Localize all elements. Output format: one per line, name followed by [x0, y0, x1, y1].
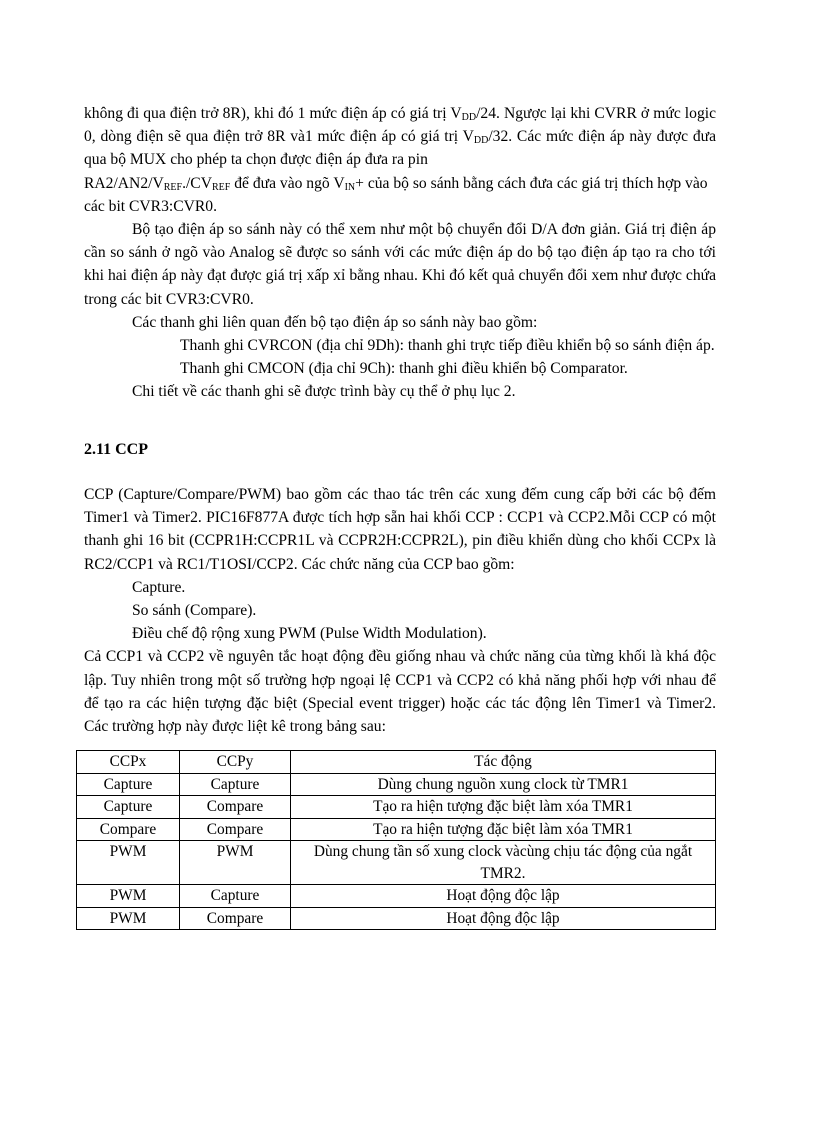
- table-cell: Dùng chung nguồn xung clock từ TMR1: [291, 773, 716, 796]
- table-cell: PWM: [77, 841, 180, 885]
- paragraph-registers-intro: Các thanh ghi liên quan đến bộ tạo điện áp so sánh này bao gồm:: [132, 313, 538, 331]
- table-cell: Hoạt động độc lập: [291, 907, 716, 930]
- table-cell: Hoạt động độc lập: [291, 885, 716, 908]
- body-text-top: [84, 102, 716, 404]
- body-text-ccp: [84, 483, 716, 738]
- table-row: [77, 773, 716, 796]
- table-cell: Capture: [180, 885, 291, 908]
- table-cell: Compare: [180, 907, 291, 930]
- table-cell: Tạo ra hiện tượng đặc biệt làm xóa TMR1: [291, 818, 716, 841]
- paragraph-ccp-intro: CCP (Capture/Compare/PWM) bao gồm các thao tác trên các xung đếm cung cấp bởi các bộ đếm Timer1 và Timer2. PIC16F877A được tích hợp sẵn hai khối CCP : CCP1 và CCP2.Mỗi CCP có một thanh ghi 16 bit (CCPR1H:CCPR1L và CCPR2H:CCPR2L), pin điều khiển dùng cho khối CCPx là RC2/CCP1 và RC1/T1OSI/CCP2. Các chức năng của CCP bao gồm:: [84, 486, 716, 573]
- function-item: Capture.: [132, 578, 186, 596]
- column-header: CCPx: [77, 751, 180, 774]
- table-cell: Compare: [180, 818, 291, 841]
- column-header: Tác động: [291, 751, 716, 774]
- table-row: [77, 907, 716, 930]
- table-row: [77, 885, 716, 908]
- register-cmcon: Thanh ghi CMCON (địa chỉ 9Ch): thanh ghi điều khiển bộ Comparator.: [180, 360, 628, 378]
- column-header: CCPy: [180, 751, 291, 774]
- table-row: [77, 796, 716, 819]
- table-cell: PWM: [180, 841, 291, 885]
- register-cvrcon: Thanh ghi CVRCON (địa chỉ 9Dh): thanh ghi trực tiếp điều khiển bộ so sánh điện áp.: [180, 337, 715, 355]
- table-cell: Compare: [180, 796, 291, 819]
- table-cell: Capture: [180, 773, 291, 796]
- table-row: [77, 841, 716, 885]
- table-cell: PWM: [77, 907, 180, 930]
- function-item: So sánh (Compare).: [132, 602, 257, 620]
- ccp-interaction-table: [76, 750, 716, 930]
- function-item: Điều chế độ rộng xung PWM (Pulse Width Modulation).: [132, 625, 487, 643]
- table-cell: Dùng chung tần số xung clock vàcùng chịu tác động của ngắt TMR2.: [291, 841, 716, 885]
- table-cell: PWM: [77, 885, 180, 908]
- table-cell: Compare: [77, 818, 180, 841]
- table-cell: Tạo ra hiện tượng đặc biệt làm xóa TMR1: [291, 796, 716, 819]
- table-header-row: [77, 751, 716, 774]
- paragraph-cvref-pin: $RA2/AN2/V_{REF}./CV_{REF}$ để đưa vào ngõ $V_{IN}+$ của bộ so sánh bằng cách đưa các giá trị thích hợp vào các bit CVR3:CVR0.: [84, 174, 708, 215]
- table-cell: Capture: [77, 773, 180, 796]
- paragraph-appendix-ref: Chi tiết về các thanh ghi sẽ được trình bày cụ thể ở phụ lục 2.: [132, 383, 516, 401]
- paragraph-da-converter: Bộ tạo điện áp so sánh này có thể xem như một bộ chuyển đổi D/A đơn giản. Giá trị điện áp cần so sánh ở ngõ vào Analog sẽ được so sánh với các mức điện áp do bộ tạo điện áp tạo ra cho tới khi hai điện áp này đạt được giá trị xấp xỉ bằng nhau. Khi đó kết quả chuyển đổi xem như được chứa trong các bit CVR3:CVR0.: [84, 221, 716, 308]
- paragraph-cvrr-levels: không đi qua điện trở 8R), khi đó 1 mức điện áp có giá trị $V_{DD}/24$. Ngược lại khi CVRR ở mức logic 0, dòng điện sẽ qua điện trở 8R và1 mức điện áp có giá trị $V_{DD}/32$. Các mức điện áp này được đưa qua bộ MUX cho phép ta chọn được điện áp đưa ra pin: [84, 105, 716, 169]
- section-heading: 2.11 CCP: [84, 441, 148, 458]
- table-cell: Capture: [77, 796, 180, 819]
- table-row: [77, 818, 716, 841]
- paragraph-ccp-interaction: Cả CCP1 và CCP2 về nguyên tắc hoạt động đều giống nhau và chức năng của từng khối là khá độc lập. Tuy nhiên trong một số trường hợp ngoại lệ CCP1 và CCP2 có khả năng phối hợp với nhau để để tạo ra các hiện tượng đặc biệt (Special event trigger) hoặc các tác động lên Timer1 và Timer2. Các trường hợp này được liệt kê trong bảng sau:: [84, 648, 716, 736]
